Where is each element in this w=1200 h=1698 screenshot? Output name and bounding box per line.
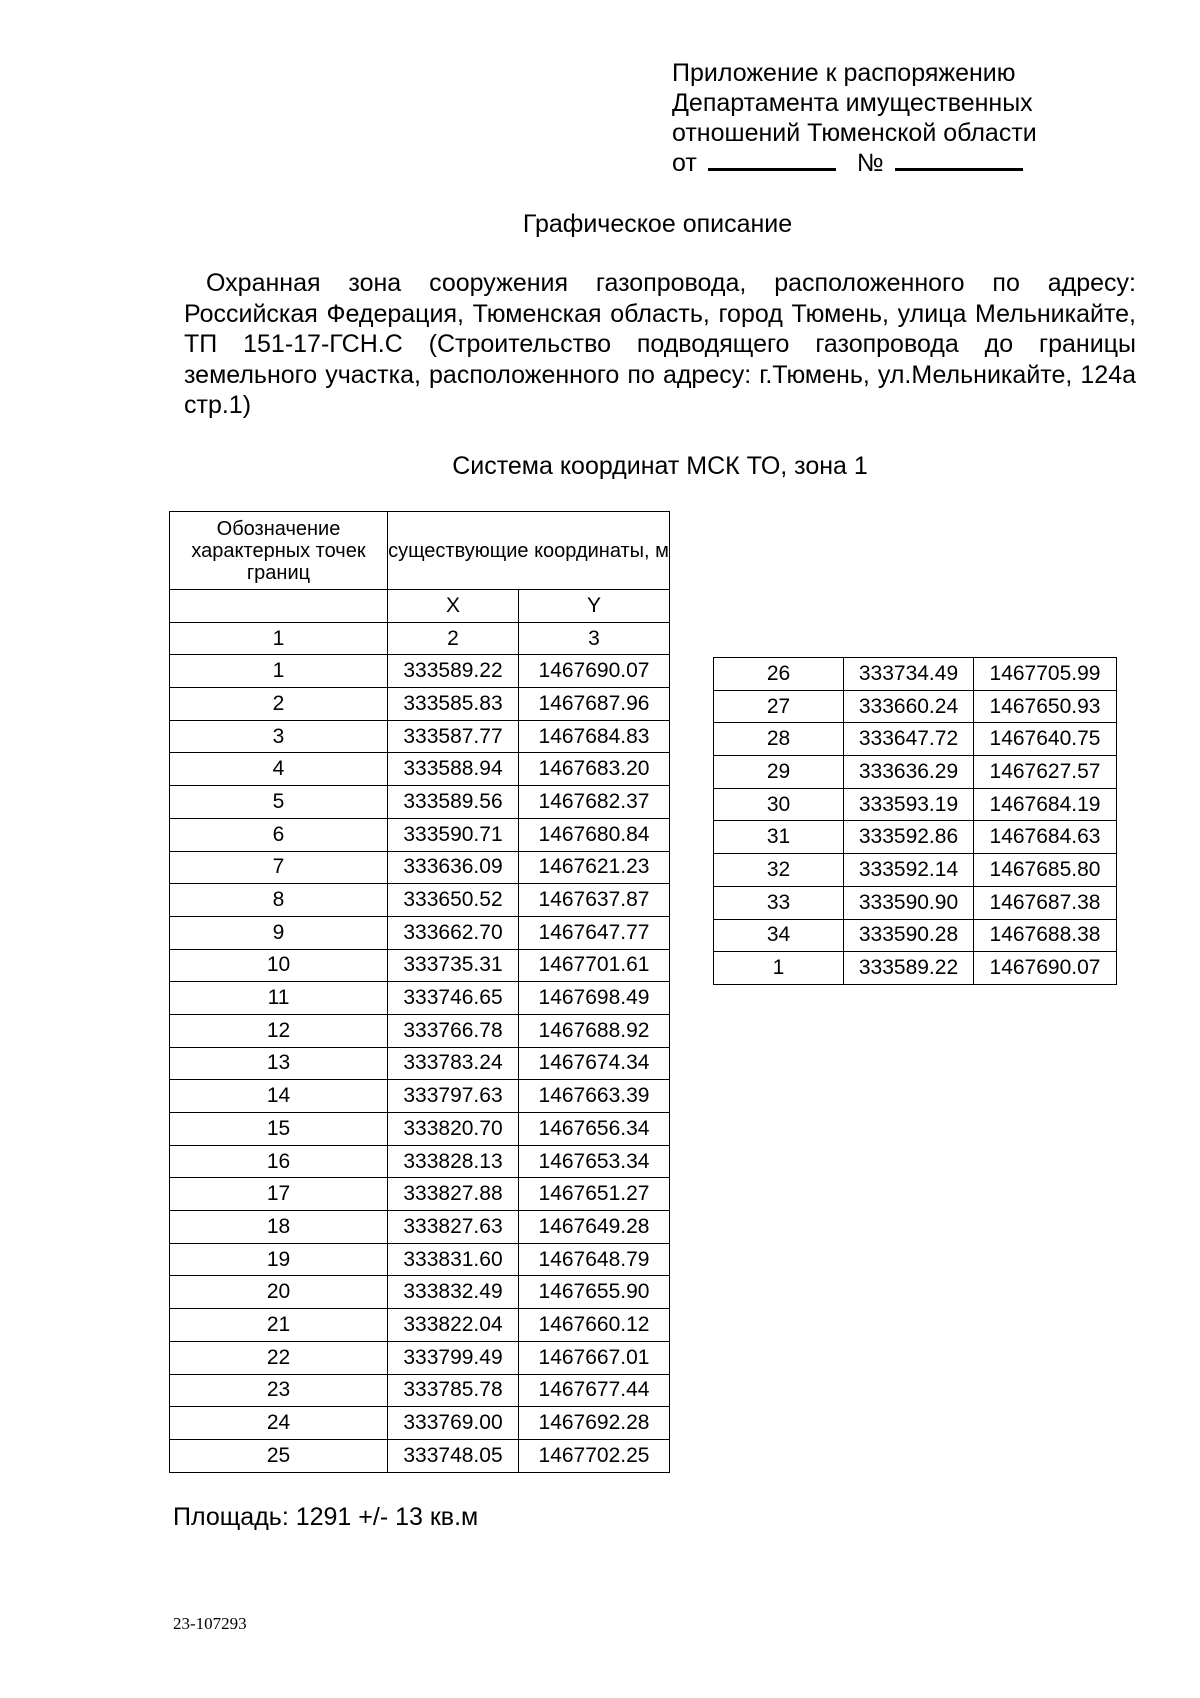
y-coordinate-cell: 1467690.07 [519, 655, 670, 688]
point-number-cell: 8 [170, 884, 388, 917]
y-coordinate-cell: 1467674.34 [519, 1047, 670, 1080]
x-coordinate-cell: 333588.94 [388, 753, 519, 786]
table-row [170, 1309, 670, 1342]
point-number-cell: 23 [170, 1374, 388, 1407]
from-label: от [672, 149, 697, 177]
x-coordinate-cell: 333748.05 [388, 1439, 519, 1472]
x-coordinate-cell: 333827.88 [388, 1178, 519, 1211]
y-coordinate-cell: 1467701.61 [519, 949, 670, 982]
x-coordinate-cell: 333822.04 [388, 1309, 519, 1342]
point-number-cell: 15 [170, 1113, 388, 1146]
x-coordinate-cell: 333593.19 [844, 788, 974, 821]
y-coordinate-cell: 1467621.23 [519, 851, 670, 884]
x-coordinate-cell: 333650.52 [388, 884, 519, 917]
point-number-cell: 13 [170, 1047, 388, 1080]
y-coordinate-cell: 1467656.34 [519, 1113, 670, 1146]
coordinate-system-label: Система координат МСК ТО, зона 1 [452, 452, 868, 480]
coords-header: существующие координаты, м [388, 512, 670, 590]
point-number-cell: 5 [170, 786, 388, 819]
table-row [170, 1145, 670, 1178]
appendix-header [672, 58, 1037, 178]
table-row [170, 1211, 670, 1244]
point-number-cell: 10 [170, 949, 388, 982]
number-label: № [856, 149, 884, 177]
table-row [714, 690, 1117, 723]
point-number-cell: 3 [170, 720, 388, 753]
zone-description: Охранная зона сооружения газопровода, расположенного по адресу: Российская Федерация, Тюменская область, город Тюмень, улица Мельникайте, ТП 151-17-ГСН.С (Строительство подводящего газопровода до границы земельного участка, расположенного по адресу: г.Тюмень, ул.Мельникайте, 124а стр.1) [184, 269, 1136, 419]
point-number-cell: 11 [170, 982, 388, 1015]
y-coordinate-cell: 1467627.57 [974, 756, 1117, 789]
point-number-cell: 16 [170, 1145, 388, 1178]
table-row [170, 1014, 670, 1047]
y-coordinate-cell: 1467655.90 [519, 1276, 670, 1309]
table-row [170, 818, 670, 851]
y-coordinate-cell: 1467651.27 [519, 1178, 670, 1211]
y-coordinate-cell: 1467649.28 [519, 1211, 670, 1244]
x-coordinate-cell: 333785.78 [388, 1374, 519, 1407]
document-number: 23-107293 [173, 1614, 247, 1633]
x-coordinate-cell: 333769.00 [388, 1407, 519, 1440]
point-number-cell: 17 [170, 1178, 388, 1211]
x-coordinate-cell: 333636.29 [844, 756, 974, 789]
point-number-cell: 22 [170, 1341, 388, 1374]
x-coordinate-cell: 333589.56 [388, 786, 519, 819]
y-coordinate-cell: 1467685.80 [974, 854, 1117, 887]
x-coordinate-cell: 333662.70 [388, 916, 519, 949]
x-coordinate-cell: 333636.09 [388, 851, 519, 884]
y-coordinate-cell: 1467648.79 [519, 1243, 670, 1276]
y-coordinate-cell: 1467687.96 [519, 688, 670, 721]
table-row [714, 952, 1117, 985]
date-blank [708, 150, 836, 171]
table-row [170, 753, 670, 786]
y-coordinate-cell: 1467650.93 [974, 690, 1117, 723]
y-coordinate-cell: 1467667.01 [519, 1341, 670, 1374]
table-row [170, 949, 670, 982]
x-coordinate-cell: 333734.49 [844, 658, 974, 691]
point-number-cell: 24 [170, 1407, 388, 1440]
column-number-2: 2 [388, 622, 519, 655]
table-row [170, 1113, 670, 1146]
y-coordinate-cell: 1467705.99 [974, 658, 1117, 691]
table-row [714, 788, 1117, 821]
x-coordinate-cell: 333831.60 [388, 1243, 519, 1276]
y-coordinate-cell: 1467684.63 [974, 821, 1117, 854]
x-coordinate-cell: 333589.22 [388, 655, 519, 688]
point-number-cell: 32 [714, 854, 844, 887]
y-coordinate-cell: 1467682.37 [519, 786, 670, 819]
x-coordinate-cell: 333797.63 [388, 1080, 519, 1113]
table-row [170, 1276, 670, 1309]
coordinates-table-continuation [713, 657, 1117, 985]
column-number-3: 3 [519, 622, 670, 655]
x-coordinate-cell: 333660.24 [844, 690, 974, 723]
x-coordinate-cell: 333647.72 [844, 723, 974, 756]
x-coordinate-cell: 333590.71 [388, 818, 519, 851]
point-number-cell: 25 [170, 1439, 388, 1472]
point-number-cell: 29 [714, 756, 844, 789]
point-number-cell: 9 [170, 916, 388, 949]
y-coordinate-cell: 1467698.49 [519, 982, 670, 1015]
x-coordinate-cell: 333592.86 [844, 821, 974, 854]
x-coordinate-cell: 333590.28 [844, 919, 974, 952]
point-number-cell: 2 [170, 688, 388, 721]
table-header-row [170, 512, 670, 590]
table-row [170, 655, 670, 688]
point-number-cell: 31 [714, 821, 844, 854]
point-number-cell: 20 [170, 1276, 388, 1309]
y-coordinate-cell: 1467647.77 [519, 916, 670, 949]
x-coordinate-cell: 333735.31 [388, 949, 519, 982]
point-number-cell: 7 [170, 851, 388, 884]
table-row [170, 1080, 670, 1113]
y-coordinate-cell: 1467683.20 [519, 753, 670, 786]
table-row [170, 1178, 670, 1211]
table-row [170, 786, 670, 819]
coordinates-table [169, 511, 670, 1473]
x-coordinate-cell: 333589.22 [844, 952, 974, 985]
x-coordinate-cell: 333746.65 [388, 982, 519, 1015]
point-number-cell: 1 [170, 655, 388, 688]
table-row [714, 919, 1117, 952]
table-row [170, 916, 670, 949]
y-coordinate-cell: 1467660.12 [519, 1309, 670, 1342]
y-coordinate-cell: 1467702.25 [519, 1439, 670, 1472]
x-coordinate-cell: 333820.70 [388, 1113, 519, 1146]
point-number-cell: 33 [714, 886, 844, 919]
point-number-cell: 26 [714, 658, 844, 691]
table-row [170, 884, 670, 917]
table-row [714, 821, 1117, 854]
appendix-date-number-line [672, 148, 1037, 178]
point-header: Обозначение характерных точек границ [170, 512, 388, 590]
table-row [714, 854, 1117, 887]
x-coordinate-cell: 333766.78 [388, 1014, 519, 1047]
table-row [714, 886, 1117, 919]
x-coordinate-cell: 333587.77 [388, 720, 519, 753]
y-coordinate-cell: 1467687.38 [974, 886, 1117, 919]
table-row [170, 688, 670, 721]
point-number-cell: 1 [714, 952, 844, 985]
point-subheader-empty [170, 590, 388, 623]
table-row [170, 720, 670, 753]
x-header: X [388, 590, 519, 623]
x-coordinate-cell: 333828.13 [388, 1145, 519, 1178]
point-number-cell: 27 [714, 690, 844, 723]
table-row [170, 1407, 670, 1440]
y-coordinate-cell: 1467690.07 [974, 952, 1117, 985]
x-coordinate-cell: 333585.83 [388, 688, 519, 721]
y-coordinate-cell: 1467680.84 [519, 818, 670, 851]
table-row [170, 1341, 670, 1374]
y-coordinate-cell: 1467684.19 [974, 788, 1117, 821]
y-coordinate-cell: 1467653.34 [519, 1145, 670, 1178]
table-row [170, 851, 670, 884]
document-title: Графическое описание [522, 210, 793, 238]
point-number-cell: 18 [170, 1211, 388, 1244]
appendix-line-2: Департамента имущественных [672, 89, 1033, 117]
x-coordinate-cell: 333799.49 [388, 1341, 519, 1374]
appendix-line-1: Приложение к распоряжению [672, 59, 1016, 87]
point-number-cell: 21 [170, 1309, 388, 1342]
table-row [170, 1047, 670, 1080]
column-number-1: 1 [170, 622, 388, 655]
point-number-cell: 34 [714, 919, 844, 952]
point-number-cell: 4 [170, 753, 388, 786]
point-number-cell: 6 [170, 818, 388, 851]
table-column-number-row [170, 622, 670, 655]
x-coordinate-cell: 333832.49 [388, 1276, 519, 1309]
y-header: Y [519, 590, 670, 623]
y-coordinate-cell: 1467684.83 [519, 720, 670, 753]
x-coordinate-cell: 333827.63 [388, 1211, 519, 1244]
y-coordinate-cell: 1467677.44 [519, 1374, 670, 1407]
table-row [714, 658, 1117, 691]
table-subheader-row [170, 590, 670, 623]
x-coordinate-cell: 333590.90 [844, 886, 974, 919]
x-coordinate-cell: 333783.24 [388, 1047, 519, 1080]
table-row [170, 1243, 670, 1276]
table-row [714, 756, 1117, 789]
table-row [170, 1374, 670, 1407]
table-row [170, 1439, 670, 1472]
y-coordinate-cell: 1467688.92 [519, 1014, 670, 1047]
area-text: Площадь: 1291 +/- 13 кв.м [173, 1503, 479, 1531]
point-number-cell: 30 [714, 788, 844, 821]
appendix-line-3: отношений Тюменской области [672, 119, 1037, 147]
table-row [714, 723, 1117, 756]
y-coordinate-cell: 1467692.28 [519, 1407, 670, 1440]
y-coordinate-cell: 1467637.87 [519, 884, 670, 917]
point-number-cell: 14 [170, 1080, 388, 1113]
y-coordinate-cell: 1467688.38 [974, 919, 1117, 952]
point-number-cell: 28 [714, 723, 844, 756]
point-number-cell: 12 [170, 1014, 388, 1047]
number-blank [895, 150, 1023, 171]
point-number-cell: 19 [170, 1243, 388, 1276]
y-coordinate-cell: 1467640.75 [974, 723, 1117, 756]
x-coordinate-cell: 333592.14 [844, 854, 974, 887]
y-coordinate-cell: 1467663.39 [519, 1080, 670, 1113]
table-row [170, 982, 670, 1015]
